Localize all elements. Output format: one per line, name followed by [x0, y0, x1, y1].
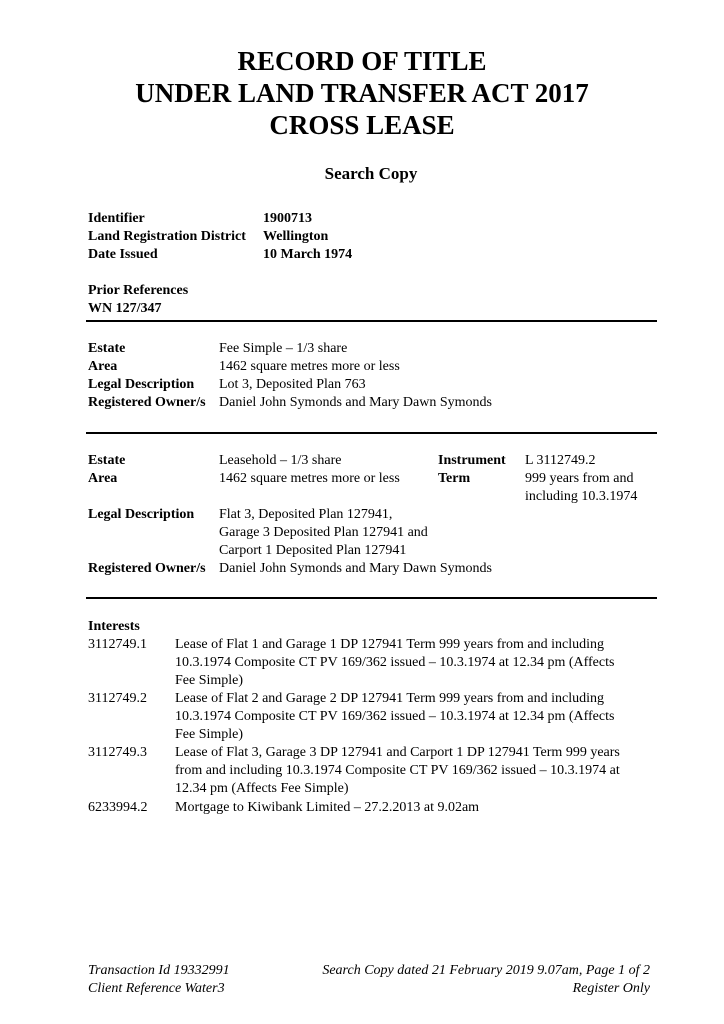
interest-id: 3112749.3 [88, 745, 147, 760]
legal-description-label: Legal Description [88, 377, 195, 392]
interest-id: 3112749.2 [88, 691, 147, 706]
legal-description-line-2: Garage 3 Deposited Plan 127941 and [219, 525, 428, 540]
registered-owner-label: Registered Owner/s [88, 561, 206, 576]
estate-value: Leasehold – 1/3 share [219, 453, 342, 468]
instrument-value: L 3112749.2 [525, 453, 596, 468]
registered-owner-value: Daniel John Symonds and Mary Dawn Symonds [219, 395, 492, 410]
district-value: Wellington [263, 229, 329, 244]
district-label: Land Registration District [88, 229, 246, 244]
prior-references-label: Prior References [88, 283, 189, 298]
footer-search-copy-date: Search Copy dated 21 February 2019 9.07am, Page 1 of 2 [322, 963, 650, 978]
section-divider-3 [86, 597, 657, 599]
area-value: 1462 square metres more or less [219, 471, 400, 486]
title-line-2: UNDER LAND TRANSFER ACT 2017 [135, 78, 589, 108]
footer-transaction-id: Transaction Id 19332991 [88, 963, 230, 978]
date-issued-label: Date Issued [88, 247, 158, 262]
title-line-1: RECORD OF TITLE [237, 46, 487, 76]
interest-text-line: Lease of Flat 3, Garage 3 DP 127941 and Carport 1 DP 127941 Term 999 years [175, 745, 620, 760]
area-label: Area [88, 471, 118, 486]
interest-text-line: Mortgage to Kiwibank Limited – 27.2.2013 at 9.02am [175, 800, 480, 815]
identifier-label: Identifier [88, 211, 145, 226]
subtitle: Search Copy [324, 164, 418, 183]
registered-owner-value: Daniel John Symonds and Mary Dawn Symonds [219, 561, 492, 576]
date-issued-value: 10 March 1974 [263, 247, 353, 262]
identifier-value: 1900713 [263, 211, 312, 226]
area-value: 1462 square metres more or less [219, 359, 400, 374]
interests-heading: Interests [88, 619, 140, 634]
estate-value: Fee Simple – 1/3 share [219, 341, 348, 356]
interest-text-line: from and including 10.3.1974 Composite CT PV 169/362 issued – 10.3.1974 at [175, 763, 620, 778]
section-divider-2 [86, 432, 657, 434]
section-divider-1 [86, 320, 657, 322]
legal-description-line-1: Flat 3, Deposited Plan 127941, [219, 507, 393, 522]
term-label: Term [438, 471, 471, 486]
interest-text-line: 12.34 pm (Affects Fee Simple) [175, 781, 349, 796]
instrument-label: Instrument [438, 453, 506, 468]
interest-text-line: 10.3.1974 Composite CT PV 169/362 issued – 10.3.1974 at 12.34 pm (Affects [175, 709, 615, 724]
term-value-line-1: 999 years from and [525, 471, 634, 486]
interest-text-line: Fee Simple) [175, 673, 244, 688]
interest-text-line: Fee Simple) [175, 727, 244, 742]
interest-id: 3112749.1 [88, 637, 147, 652]
interest-id: 6233994.2 [88, 800, 148, 815]
title-line-3: CROSS LEASE [269, 110, 455, 140]
interest-text-line: Lease of Flat 2 and Garage 2 DP 127941 Term 999 years from and including [175, 691, 605, 706]
legal-description-value: Lot 3, Deposited Plan 763 [219, 377, 366, 392]
estate-label: Estate [88, 341, 126, 356]
footer-register-only: Register Only [572, 981, 650, 996]
legal-description-label: Legal Description [88, 507, 195, 522]
interest-text-line: Lease of Flat 1 and Garage 1 DP 127941 Term 999 years from and including [175, 637, 605, 652]
estate-label: Estate [88, 453, 126, 468]
legal-description-line-3: Carport 1 Deposited Plan 127941 [219, 543, 407, 558]
area-label: Area [88, 359, 118, 374]
term-value-line-2: including 10.3.1974 [525, 489, 638, 504]
prior-references-value: WN 127/347 [88, 301, 162, 316]
interest-text-line: 10.3.1974 Composite CT PV 169/362 issued – 10.3.1974 at 12.34 pm (Affects [175, 655, 615, 670]
registered-owner-label: Registered Owner/s [88, 395, 206, 410]
footer-client-reference: Client Reference Water3 [88, 981, 225, 996]
